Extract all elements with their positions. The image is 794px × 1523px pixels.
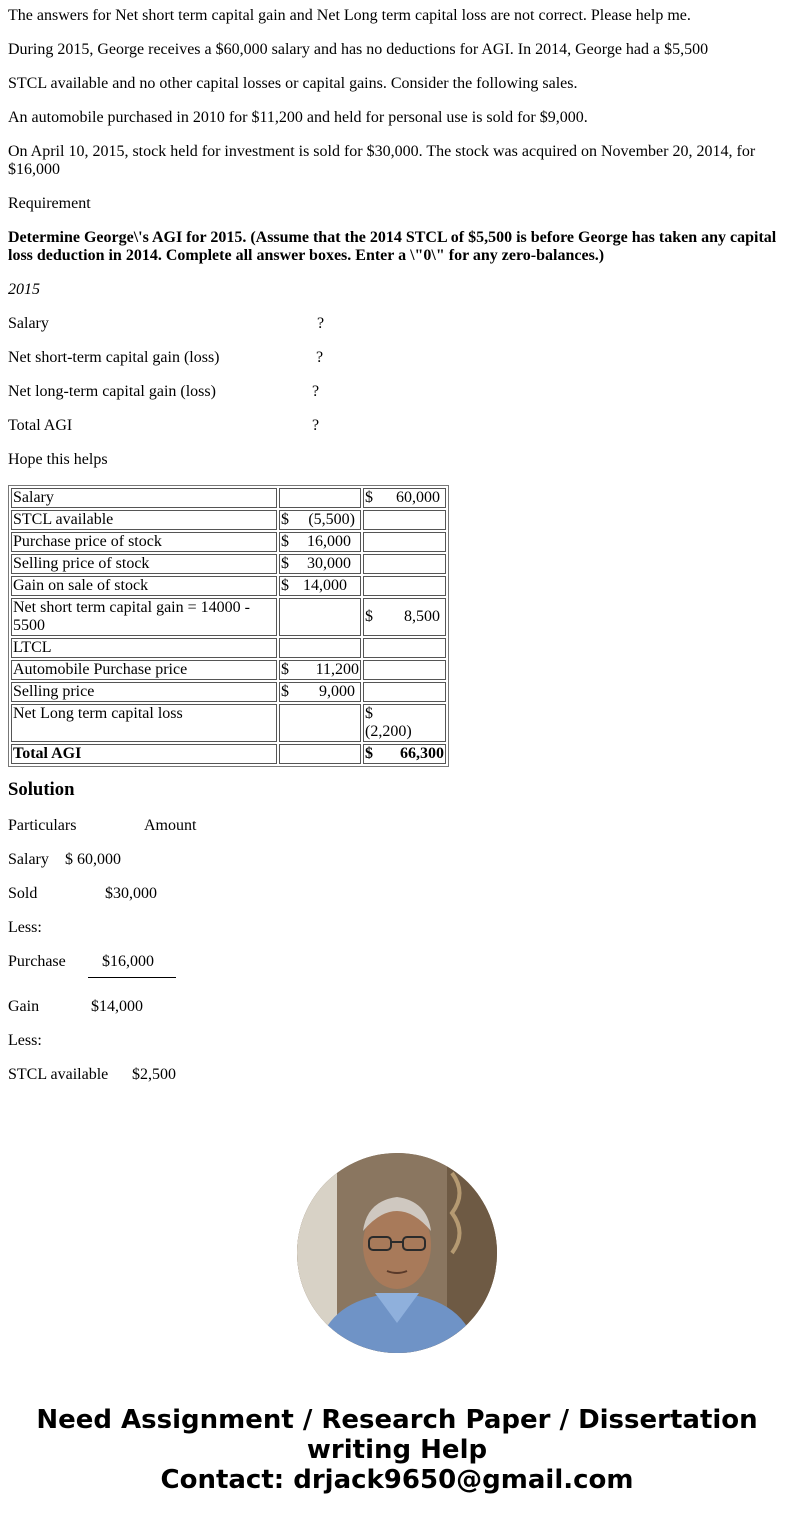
row-label: Purchase price of stock [11, 532, 277, 552]
currency-symbol: $ [365, 705, 373, 722]
solution-purchase-row [8, 953, 786, 971]
table-row [11, 638, 446, 658]
paragraph-stock: On April 10, 2015, stock held for investment is sold for $30,000. The stock was acquired on November 20, 2014, for $16,000 [8, 143, 756, 178]
portrait-image [297, 1153, 497, 1353]
sold-label: Sold [8, 885, 38, 902]
amount-value: 11,200 [315, 661, 359, 678]
currency-symbol: $ [281, 577, 289, 594]
less-label: Less: [8, 1032, 42, 1049]
paragraph-salary: During 2015, George receives a $60,000 salary and has no deductions for AGI. In 2014, George had a $5,500 [8, 41, 709, 58]
currency-symbol: $ [365, 608, 373, 625]
underline-rule [88, 977, 176, 978]
amount-value: 14,000 [303, 577, 347, 594]
calculation-table [8, 485, 449, 767]
answer-line-net-long-term [8, 383, 786, 401]
purchase-label: Purchase [8, 953, 66, 970]
solution-header-row [8, 817, 786, 835]
intro-text: The answers for Net short term capital gain and Net Long term capital loss are not correct. Please help me. [8, 7, 691, 24]
table-row [11, 554, 446, 574]
answer-value: ? [312, 417, 320, 434]
row-label: LTCL [11, 638, 277, 658]
answer-label: Salary [8, 315, 49, 332]
solution-sold-row [8, 885, 786, 903]
solution-salary-row [8, 851, 786, 869]
contact-banner [0, 1405, 794, 1495]
gain-value: $14,000 [91, 998, 143, 1015]
answer-line-salary [8, 315, 786, 333]
amount-value: 30,000 [307, 555, 351, 572]
answer-label: Net short-term capital gain (loss) [8, 349, 220, 366]
answer-value: ? [312, 383, 320, 400]
particulars-label: Particulars [8, 817, 77, 834]
solution-stcl-row [8, 1066, 786, 1084]
amount-value: (5,500) [308, 511, 355, 528]
paragraph-stcl: STCL available and no other capital losses or capital gains. Consider the following sales. [8, 75, 578, 92]
banner-line: Need Assignment / Research Paper / Dissertation [36, 1405, 758, 1435]
table-row [11, 576, 446, 596]
stcl-value: $2,500 [132, 1066, 176, 1083]
table-row [11, 598, 446, 636]
year-label: 2015 [8, 281, 40, 298]
table-row [11, 488, 446, 508]
requirement-label: Requirement [8, 195, 91, 212]
requirement-text: Determine George\'s AGI for 2015. (Assume that the 2014 STCL of $5,500 is before George has taken any capital loss deduction in 2014. Complete all answer boxes. Enter a \"0\" for any zero-balances.) [8, 229, 777, 264]
table-row [11, 510, 446, 530]
row-label: Automobile Purchase price [11, 660, 277, 680]
amount-label: Amount [144, 817, 197, 834]
answer-label: Net long-term capital gain (loss) [8, 383, 216, 400]
row-label: Gain on sale of stock [11, 576, 277, 596]
row-label: Net Long term capital loss [11, 704, 277, 742]
answer-line-net-short-term [8, 349, 786, 367]
banner-line: writing Help [306, 1435, 488, 1465]
row-label: Net short term capital gain = 14000 - 5500 [11, 598, 277, 636]
answer-value: ? [317, 315, 325, 332]
table-row [11, 704, 446, 742]
less-label: Less: [8, 919, 42, 936]
amount-value: (2,200) [365, 723, 412, 740]
answer-label: Total AGI [8, 417, 73, 434]
currency-symbol: $ [281, 661, 289, 678]
currency-symbol: $ [365, 745, 373, 762]
sold-value: $30,000 [105, 885, 157, 902]
amount-value: 8,500 [404, 608, 440, 625]
purchase-value: $16,000 [102, 953, 154, 970]
contact-email: Contact: drjack9650@gmail.com [160, 1465, 634, 1495]
table-row [11, 532, 446, 552]
solution-gain-row [8, 998, 786, 1016]
currency-symbol: $ [281, 511, 289, 528]
amount-value: 60,000 [396, 489, 440, 506]
tutor-avatar [297, 1153, 497, 1353]
table-row [11, 660, 446, 680]
amount-value: 9,000 [319, 683, 355, 700]
row-label: Selling price [11, 682, 277, 702]
currency-symbol: $ [281, 555, 289, 572]
amount-value: 16,000 [307, 533, 351, 550]
answer-line-total-agi [8, 417, 786, 435]
row-label: Selling price of stock [11, 554, 277, 574]
hope-text: Hope this helps [8, 451, 108, 468]
amount-value: 66,300 [400, 745, 444, 762]
answer-value: ? [316, 349, 324, 366]
paragraph-automobile: An automobile purchased in 2010 for $11,200 and held for personal use is sold for $9,000. [8, 109, 588, 126]
currency-symbol: $ [365, 489, 373, 506]
row-label: STCL available [11, 510, 277, 530]
salary-label: Salary [8, 851, 49, 868]
salary-value: $ 60,000 [65, 851, 121, 868]
currency-symbol: $ [281, 683, 289, 700]
row-label: Salary [11, 488, 277, 508]
table-row [11, 744, 446, 764]
row-label: Total AGI [11, 744, 277, 764]
solution-heading: Solution [8, 779, 75, 800]
tutor-footer [0, 1150, 794, 1353]
stcl-label: STCL available [8, 1066, 109, 1083]
question-document [8, 0, 786, 1122]
gain-label: Gain [8, 998, 40, 1015]
currency-symbol: $ [281, 533, 289, 550]
table-row [11, 682, 446, 702]
